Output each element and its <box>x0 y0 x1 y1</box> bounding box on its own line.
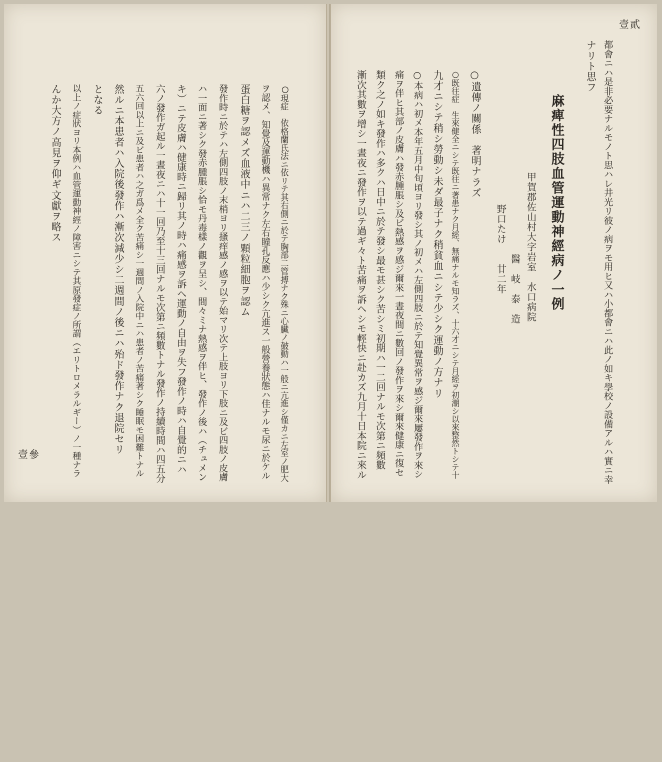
right-body-text-line: ○遺傳ノ關係 著明ナラズ <box>469 70 480 199</box>
right-body-column <box>372 70 386 568</box>
left-page-number: 壹參 <box>18 450 40 461</box>
left-body-column <box>152 84 166 582</box>
left-body-column <box>68 84 82 582</box>
left-body-column <box>257 84 271 582</box>
right-body-column <box>353 70 367 568</box>
left-body-column <box>194 84 208 582</box>
left-body-column <box>173 84 187 582</box>
right-body-text-line: ○本病ハ初メ本年五月中旬頃ヨリ發シ其ノ初メハ左側四肢ニ於テ知覺異常ヲ感ジ爾來屢發作ヲ來シ <box>411 70 423 479</box>
left-body-text-line: ○現症 依格蘭氏法ニ依リテ其右側ニ於テ胸部二管搏ナク殊ニ心臟ノ皷動ハ一般ニ亢進シ僅カニ左室ノ肥大 <box>280 84 291 482</box>
left-body-text-line: 然ルニ本患者ハ入院後發作ハ漸次減少シ二週間ノ後ニハ殆ド發作ナク退院セリ <box>112 84 123 455</box>
left-body-column <box>236 84 250 582</box>
right-page <box>330 4 657 502</box>
right-body-column <box>448 70 462 568</box>
patient-name: 野口たけ <box>494 204 506 244</box>
right-body-text-line: 漸次其數ヲ增シ一晝夜ニ發作ヲ以テ過ギ々ト苦痛ヲ訴ヘシモ輕快ニ赴カズ九月十日本院ニ來ル <box>354 70 366 480</box>
left-body-text-line: 發作時ニ於テハ左側四肢ノ末梢ヨリ搔痒感ノ感ヲ以テ始マリ次テ上肢ヨリ下肢ニ及ビ四肢ノ皮膚 <box>216 84 228 482</box>
left-body-text-line: となる <box>91 84 102 116</box>
left-body-column <box>89 84 103 582</box>
left-page <box>4 4 327 502</box>
left-body-text-line: 蛋白糖ヲ認メズ血液中ニハ二三ノ顆粒細胞ヲ認ム <box>238 84 249 318</box>
left-body-text-line: 六ノ發作ガ起ル一晝夜ニハ十一回乃至十三回ナルモ次第ニ頻數トナル發作ノ持續時間ハ四五分 <box>153 84 165 483</box>
right-body-column <box>391 70 405 568</box>
right-body-text-line: ○既往症 生來健全ニシテ既往ニ著患ナク月經、無痛ナルモ知ラズ、十六才ニシテ月經ヲ初潮シ以來整然トシテ十 <box>451 70 460 479</box>
left-body-text-line: ヲ認メ、知覺及運動機ハ異常ナク左右瞳孔反應ハ少シク亢進ス一般營養狀態ハ佳ナルモ尿ニ於ケル <box>259 84 270 480</box>
author-affiliation: 甲賀郡佐山村大字岩室 水口病院 <box>524 172 536 322</box>
continued-text-line-2: ナリト思フ <box>584 40 595 93</box>
right-body-column <box>467 70 481 568</box>
continued-text-line-1: 都會ニハ是非必要ナルモノト思ハレ井光リ彼ノ病ヲモ用ヒ又ハ小都會ニハ此ノ如キ學校ノ設備アルハ實ニ幸 <box>601 40 613 484</box>
left-body-column <box>47 84 61 582</box>
right-body-text-line: 類ク之ノ如キ發作ハ多クハ日中ニ於テ發シ最モ甚シク苦シミ初期ハ一二回ナルモ次第ニ頻數 <box>373 70 385 470</box>
right-body-text-line: 痛ヲ伴ヒ其部ノ皮膚ハ發赤腫脹シ及ビ熱感ヲ感ジ爾來一晝夜間ニ數回ノ發作ヲ來シ爾來健康ニ復セ <box>392 70 404 477</box>
left-body-text-line: 五六回以上ニ及ビ患者ハ之ガ爲メ全ク苦痛シ一週間ノ入院中ニハ患者ノ苦痛著シク睡眠モ困難トナル <box>133 84 144 478</box>
right-body-text-line: 九才ニシテ稍シ勞動シ未ダ最子ナク稍貧血ニシテ少シク運動ノ方ナリ <box>431 70 442 399</box>
left-body-text-line: キ）ニテ皮膚ハ健康時ニ歸リ其ノ時ハ痛感ヲ訴ヘ運動ノ自由ヲ失フ發作ノ時ハ自覺的ニハ <box>174 84 186 474</box>
left-body-column <box>278 84 292 582</box>
left-body-text-line: ハ一面ニ著シク發赤腫脹シ恰モ丹毒樣ノ觀ヲ呈シ、間々ミナ熱感ヲ伴ヒ、發作ノ後ハ（チュメン <box>195 84 207 482</box>
right-body-column <box>410 70 424 568</box>
article-title: 麻痺性四肢血管運動神經病ノ一例 <box>548 94 564 312</box>
left-body-column <box>215 84 229 582</box>
left-body-text-line: んか大方ノ高見ヲ仰ギ文獻ヲ略ス <box>49 84 60 243</box>
left-body-column <box>131 84 145 582</box>
right-body-column <box>429 70 443 568</box>
right-page-number: 壹貳 <box>619 20 641 31</box>
left-body-text-line: 以上ノ症狀ヨリ本例ハ血管運動神經ノ障害ニシテ其原發症ノ所謂（エリトロメラルギー）ノ一種ナラ <box>70 84 81 478</box>
patient-age: 廿二年 <box>494 264 506 294</box>
author-staff: 醫 岐 泰 造 <box>508 254 520 324</box>
left-body-column <box>110 84 124 582</box>
